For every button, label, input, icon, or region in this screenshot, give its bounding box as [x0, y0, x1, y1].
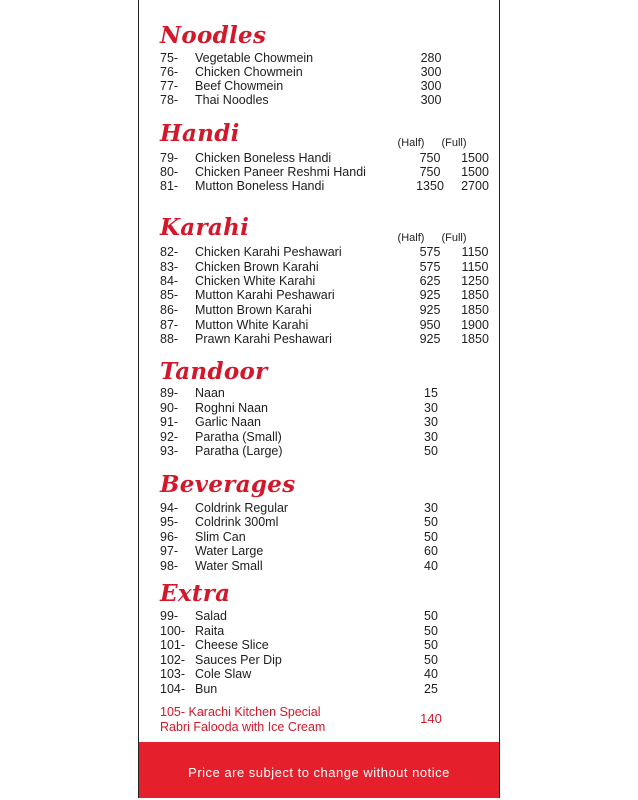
item-price-half: 925	[419, 288, 441, 302]
item-name: Naan	[195, 386, 225, 400]
item-number: 99-	[160, 609, 179, 623]
item-number: 77-	[160, 79, 179, 93]
item-name: Prawn Karahi Peshawari	[195, 332, 332, 346]
item-number: 76-	[160, 65, 179, 79]
item-price-half: 750	[419, 151, 441, 165]
noodles-heading: Noodles	[160, 22, 267, 49]
item-price: 50	[424, 609, 438, 623]
item-number: 91-	[160, 415, 179, 429]
tandoor-heading: Tandoor	[160, 358, 268, 385]
item-price-full: 1250	[461, 274, 489, 288]
item-price: 50	[424, 444, 438, 458]
item-name: Cheese Slice	[195, 638, 269, 652]
item-price: 40	[424, 667, 438, 681]
item-price: 50	[424, 530, 438, 544]
half-column-label: (Half)	[397, 137, 425, 149]
item-name: Mutton Boneless Handi	[195, 179, 325, 193]
item-name: Coldrink 300ml	[195, 515, 279, 529]
item-name: Chicken Paneer Reshmi Handi	[195, 165, 366, 179]
item-name: Raita	[195, 624, 225, 638]
item-number: 85-	[160, 288, 179, 302]
item-price-full: 1850	[461, 288, 489, 302]
item-number: 78-	[160, 93, 179, 107]
item-price: 50	[424, 653, 438, 667]
special-item-line1: 105- Karachi Kitchen Special	[160, 705, 321, 719]
item-price: 15	[424, 386, 438, 400]
item-number: 84-	[160, 274, 179, 288]
footer-banner	[139, 742, 499, 798]
special-item-line2: Rabri Falooda with Ice Cream	[160, 720, 326, 734]
item-name: Mutton Karahi Peshawari	[195, 288, 335, 302]
item-price: 25	[424, 682, 438, 696]
handi-heading: Handi	[160, 120, 240, 147]
item-number: 94-	[160, 501, 179, 515]
item-price: 30	[424, 501, 438, 515]
item-price-full: 1850	[461, 303, 489, 317]
item-price: 40	[424, 559, 438, 573]
item-price-half: 925	[419, 332, 441, 346]
karahi-heading: Karahi	[160, 214, 250, 241]
item-price: 30	[424, 415, 438, 429]
item-number: 88-	[160, 332, 179, 346]
item-name: Chicken Boneless Handi	[195, 151, 332, 165]
extra-heading: Extra	[160, 580, 231, 607]
item-price: 300	[420, 65, 442, 79]
item-name: Garlic Naan	[195, 415, 261, 429]
item-price-half: 925	[419, 303, 441, 317]
item-price-half: 575	[419, 245, 441, 259]
item-price-full: 1500	[461, 165, 489, 179]
item-number: 82-	[160, 245, 179, 259]
item-number: 86-	[160, 303, 179, 317]
item-name: Paratha (Small)	[195, 430, 282, 444]
item-number: 93-	[160, 444, 179, 458]
item-name: Sauces Per Dip	[195, 653, 282, 667]
item-name: Mutton Brown Karahi	[195, 303, 312, 317]
item-name: Coldrink Regular	[195, 501, 289, 515]
item-price-half: 950	[419, 318, 441, 332]
item-name: Thai Noodles	[195, 93, 269, 107]
special-item-price: 140	[420, 711, 442, 726]
item-number: 98-	[160, 559, 179, 573]
item-number: 103-	[160, 667, 186, 681]
item-number: 81-	[160, 179, 179, 193]
item-price: 30	[424, 430, 438, 444]
item-number: 92-	[160, 430, 179, 444]
item-name: Cole Slaw	[195, 667, 252, 681]
half-column-label: (Half)	[397, 232, 425, 244]
item-price-full: 1850	[461, 332, 489, 346]
item-number: 87-	[160, 318, 179, 332]
item-price: 50	[424, 624, 438, 638]
item-price-half: 625	[419, 274, 441, 288]
item-name: Water Large	[195, 544, 264, 558]
item-price-full: 1500	[461, 151, 489, 165]
item-name: Slim Can	[195, 530, 246, 544]
item-number: 100-	[160, 624, 186, 638]
item-name: Water Small	[195, 559, 263, 573]
item-number: 75-	[160, 51, 179, 65]
item-name: Salad	[195, 609, 227, 623]
item-number: 104-	[160, 682, 186, 696]
item-number: 90-	[160, 401, 179, 415]
item-price: 50	[424, 638, 438, 652]
item-number: 101-	[160, 638, 186, 652]
item-price-full: 1900	[461, 318, 489, 332]
item-price-full: 2700	[461, 179, 489, 193]
item-price: 280	[420, 51, 442, 65]
item-name: Chicken Chowmein	[195, 65, 303, 79]
item-name: Roghni Naan	[195, 401, 268, 415]
item-price: 300	[420, 93, 442, 107]
item-name: Chicken Brown Karahi	[195, 260, 319, 274]
item-name: Paratha (Large)	[195, 444, 283, 458]
item-price-half: 1350	[416, 179, 444, 193]
item-name: Mutton White Karahi	[195, 318, 309, 332]
item-name: Chicken White Karahi	[195, 274, 316, 288]
item-number: 97-	[160, 544, 179, 558]
item-name: Vegetable Chowmein	[195, 51, 314, 65]
item-number: 96-	[160, 530, 179, 544]
item-price: 300	[420, 79, 442, 93]
item-number: 79-	[160, 151, 179, 165]
price-notice: Price are subject to change without notice	[188, 764, 450, 780]
item-name: Beef Chowmein	[195, 79, 284, 93]
item-price: 60	[424, 544, 438, 558]
item-price-full: 1150	[461, 245, 489, 259]
item-price-half: 575	[419, 260, 441, 274]
item-name: Chicken Karahi Peshawari	[195, 245, 342, 259]
item-price: 50	[424, 515, 438, 529]
item-price-half: 750	[419, 165, 441, 179]
item-number: 95-	[160, 515, 179, 529]
item-number: 80-	[160, 165, 179, 179]
menu-card	[138, 0, 500, 798]
item-number: 89-	[160, 386, 179, 400]
item-price-full: 1150	[461, 260, 489, 274]
item-name: Bun	[195, 682, 218, 696]
beverages-heading: Beverages	[160, 471, 296, 498]
item-number: 83-	[160, 260, 179, 274]
full-column-label: (Full)	[441, 137, 467, 149]
item-price: 30	[424, 401, 438, 415]
full-column-label: (Full)	[441, 232, 467, 244]
item-number: 102-	[160, 653, 186, 667]
